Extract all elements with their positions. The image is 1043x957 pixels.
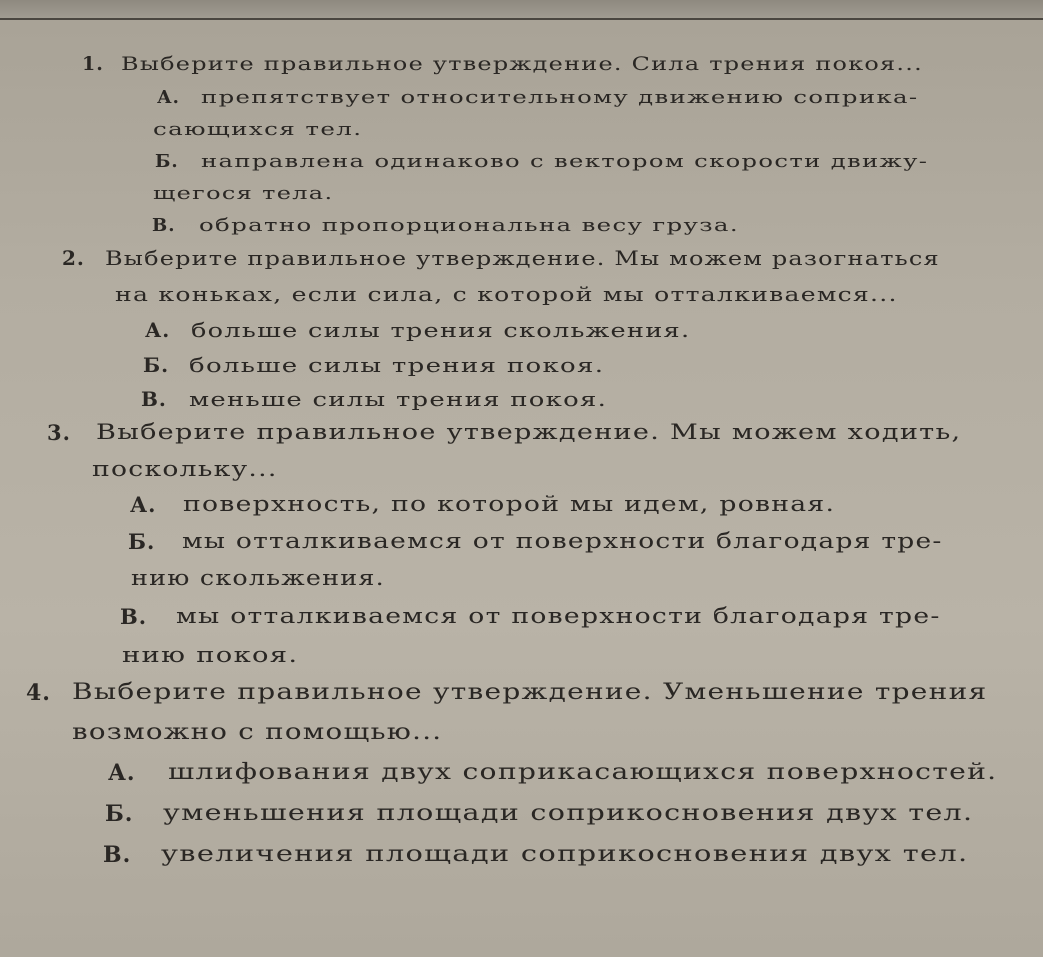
question-3-stem-line-1: Выберите правильное утверждение. Мы можем ходить, — [96, 420, 962, 444]
question-4-option-a-line-1: шлифования двух соприкасающихся поверхностей. — [168, 760, 998, 785]
question-3-option-c-line-2: нию покоя. — [122, 643, 299, 667]
question-3-option-c-label: В. — [120, 604, 148, 629]
question-4-number: 4. — [26, 680, 51, 706]
question-3-option-c-line-1: мы отталкиваемся от поверхности благодаря тре- — [176, 604, 941, 628]
question-1-stem-line-1: Выберите правильное утверждение. Сила трения покоя... — [121, 53, 923, 75]
question-1-option-a-label: А. — [157, 87, 180, 108]
question-2-option-a-line-1: больше силы трения скольжения. — [191, 318, 691, 342]
question-4-option-b-line-1: уменьшения площади соприкосновения двух тел. — [163, 801, 974, 826]
question-4-option-b-label: Б. — [105, 801, 134, 827]
question-3-number: 3. — [47, 420, 71, 445]
question-3-option-b-line-2: нию скольжения. — [131, 566, 385, 590]
question-1-option-c-label: В. — [152, 215, 176, 236]
question-1-number: 1. — [82, 53, 104, 75]
question-3-option-a-label: А. — [130, 492, 157, 517]
question-2-stem-line-1: Выберите правильное утверждение. Мы можем разогнаться — [105, 246, 940, 270]
question-1-option-c-line-1: обратно пропорциональна весу груза. — [199, 215, 739, 236]
question-1-option-b-line-1: направлена одинаково с вектором скорости движу- — [201, 151, 929, 172]
page-top-rule — [0, 18, 1043, 20]
question-2-option-c-line-1: меньше силы трения покоя. — [189, 387, 608, 411]
question-2-option-c-label: В. — [141, 387, 167, 411]
question-1-option-b-label: Б. — [155, 151, 179, 172]
page-top-edge — [0, 0, 1043, 20]
question-4-stem-line-2: возможно с помощью... — [72, 720, 443, 745]
question-1-option-b-line-2: щегося тела. — [153, 183, 334, 204]
question-2-stem-line-2: на коньках, если сила, с которой мы отталкиваемся... — [115, 282, 898, 306]
question-2-number: 2. — [62, 246, 85, 270]
question-2-option-b-label: Б. — [143, 353, 170, 377]
question-1-option-a-line-2: сающихся тел. — [153, 119, 363, 140]
question-3-stem-line-2: поскольку... — [92, 457, 278, 481]
question-3-option-b-label: Б. — [128, 529, 156, 554]
question-4-option-a-label: А. — [108, 760, 136, 786]
question-2-option-b-line-1: больше силы трения покоя. — [189, 353, 605, 377]
question-1-option-a-line-1: препятствует относительному движению соприка- — [201, 87, 919, 108]
question-2-option-a-label: А. — [145, 318, 171, 342]
question-4-option-c-line-1: увеличения площади соприкосновения двух тел. — [161, 842, 969, 867]
question-4-option-c-label: В. — [103, 842, 132, 868]
question-3-option-a-line-1: поверхность, по которой мы идем, ровная. — [183, 492, 836, 516]
question-4-stem-line-1: Выберите правильное утверждение. Уменьшение трения — [72, 680, 988, 705]
question-3-option-b-line-1: мы отталкиваемся от поверхности благодаря тре- — [182, 529, 943, 553]
